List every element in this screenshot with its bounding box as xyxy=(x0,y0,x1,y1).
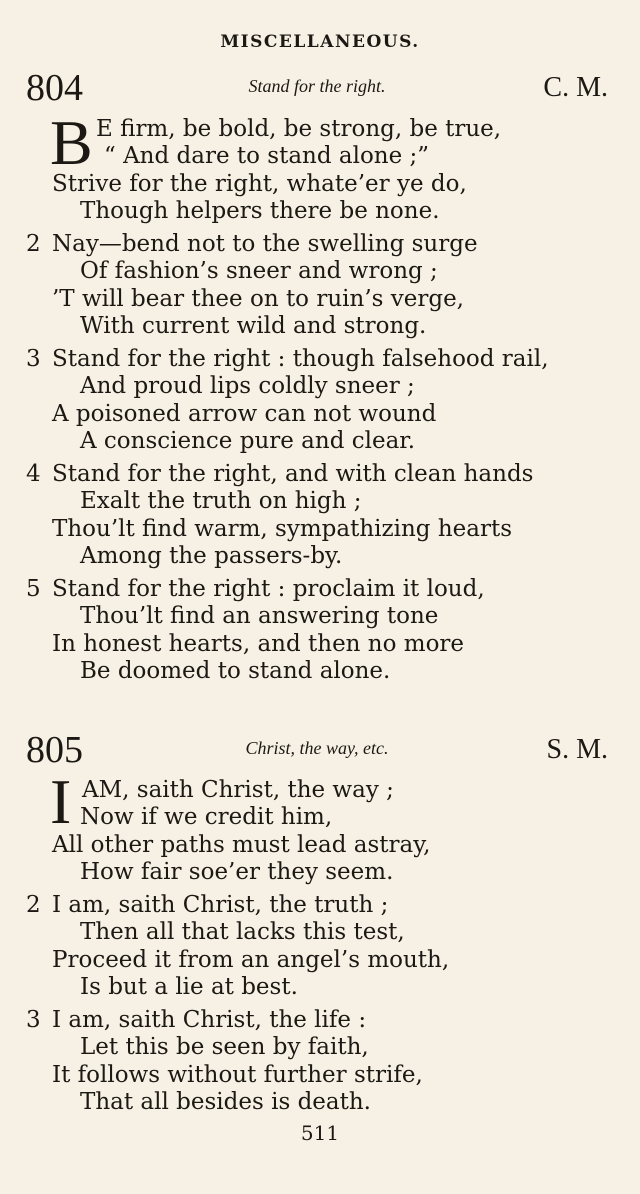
verse-line: Nay—bend not to the swelling surge xyxy=(52,231,478,257)
verse-line: Among the passers-by. xyxy=(80,543,343,569)
hymn-title: Christ, the way, etc. xyxy=(245,738,389,758)
verse-line: Of fashion’s sneer and wrong ; xyxy=(80,258,438,284)
verse-line: Then all that lacks this test, xyxy=(80,919,405,945)
verse-line: ’T will bear thee on to ruin’s verge, xyxy=(52,286,464,312)
hymn-805-heading xyxy=(26,728,608,772)
verse-line: It follows without further strife, xyxy=(52,1062,423,1088)
verse-line: Now if we credit him, xyxy=(80,804,333,830)
drop-cap: I xyxy=(50,766,72,837)
hymn-meter: C. M. xyxy=(543,72,608,103)
hymn-meter: S. M. xyxy=(546,734,608,765)
hymn-title: Stand for the right. xyxy=(248,76,386,96)
verse-line: Exalt the truth on high ; xyxy=(80,488,362,514)
verse-line: A poisoned arrow can not wound xyxy=(52,401,437,427)
verse-line: Let this be seen by faith, xyxy=(80,1034,369,1060)
verse-line: Thou’lt find an answering tone xyxy=(80,603,439,629)
stanza-number: 2 xyxy=(26,892,41,918)
stanza-number: 3 xyxy=(26,346,41,372)
verse-line: “ And dare to stand alone ;” xyxy=(104,143,430,169)
verse-line: E firm, be bold, be strong, be true, xyxy=(96,116,502,142)
verse-line: Stand for the right : proclaim it loud, xyxy=(52,576,485,602)
verse-line: Though helpers there be none. xyxy=(80,198,440,224)
verse-line: Stand for the right : though falsehood rail, xyxy=(52,346,549,372)
verse-line: A conscience pure and clear. xyxy=(80,428,416,454)
section-header: MISCELLANEOUS. xyxy=(220,32,420,52)
page-number: 511 xyxy=(300,1121,340,1145)
verse-line: With current wild and strong. xyxy=(80,313,427,339)
verse-line: I am, saith Christ, the life : xyxy=(52,1007,367,1033)
verse-line: That all besides is death. xyxy=(80,1089,371,1115)
stanza-number: 4 xyxy=(26,461,41,487)
verse-line: Proceed it from an angel’s mouth, xyxy=(52,947,450,973)
verse-line: Be doomed to stand alone. xyxy=(80,658,391,684)
hymn-number: 805 xyxy=(26,729,83,771)
verse-line: How fair soe’er they seem. xyxy=(80,859,394,885)
hymn-804-heading xyxy=(26,66,608,110)
verse-line: Stand for the right, and with clean hands xyxy=(52,461,534,487)
verse-line: Strive for the right, whate’er ye do, xyxy=(52,171,467,197)
verse-line: All other paths must lead astray, xyxy=(52,832,431,858)
verse-line: Is but a lie at best. xyxy=(80,974,298,1000)
hymn-number: 804 xyxy=(26,67,83,109)
verse-line: And proud lips coldly sneer ; xyxy=(80,373,415,399)
verse-line: In honest hearts, and then no more xyxy=(52,631,465,657)
drop-cap: B xyxy=(50,107,93,178)
stanza-number: 3 xyxy=(26,1007,41,1033)
verse-line: I am, saith Christ, the truth ; xyxy=(52,892,389,918)
verse-line: Thou’lt find warm, sympathizing hearts xyxy=(52,516,512,542)
verse-line: AM, saith Christ, the way ; xyxy=(82,777,394,803)
stanza-number: 5 xyxy=(26,576,41,602)
stanza-number: 2 xyxy=(26,231,41,257)
